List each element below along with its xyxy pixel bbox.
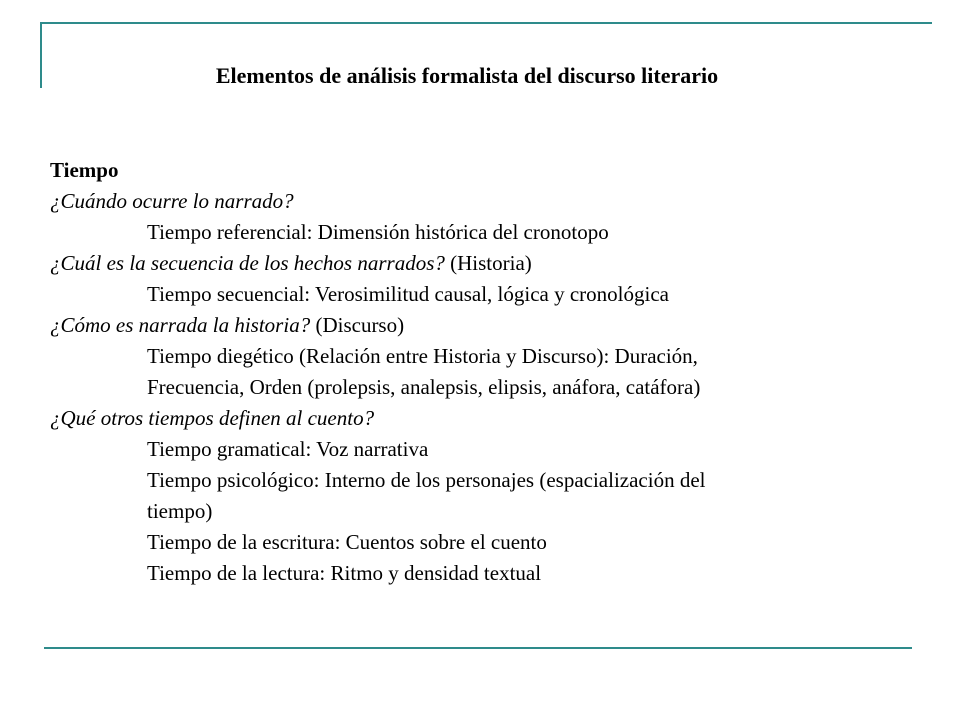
answer-tiempo-referencial: Tiempo referencial: Dimensión histórica del cronotopo <box>147 220 609 244</box>
slide-title: Elementos de análisis formalista del discurso literario <box>215 63 719 88</box>
answer-tiempo-diegetico-line1: Tiempo diegético (Relación entre Historia y Discurso): Duración, <box>147 344 698 368</box>
answer-tiempo-psicologico-line2: tiempo) <box>147 499 213 523</box>
bottom-accent-rule <box>44 647 912 649</box>
question-secuencia-note: (Historia) <box>444 251 532 275</box>
question-secuencia: ¿Cuál es la secuencia de los hechos narrados? <box>50 251 445 275</box>
answer-tiempo-diegetico-line2: Frecuencia, Orden (prolepsis, analepsis, elipsis, anáfora, catáfora) <box>147 375 701 399</box>
answer-tiempo-escritura: Tiempo de la escritura: Cuentos sobre el cuento <box>147 530 547 554</box>
question-narrada-row <box>50 310 930 341</box>
question-secuencia-row <box>50 248 930 279</box>
answer-tiempo-lectura: Tiempo de la lectura: Ritmo y densidad textual <box>147 561 542 585</box>
answer-tiempo-gramatical: Tiempo gramatical: Voz narrativa <box>147 437 429 461</box>
section-heading: Tiempo <box>50 158 119 182</box>
question-otros-tiempos: ¿Qué otros tiempos definen al cuento? <box>50 406 375 430</box>
top-accent-rule <box>40 22 932 24</box>
answer-tiempo-secuencial: Tiempo secuencial: Verosimilitud causal, lógica y cronológica <box>147 282 669 306</box>
slide-body <box>50 155 930 589</box>
question-narrada: ¿Cómo es narrada la historia? <box>50 313 311 337</box>
question-narrada-note: (Discurso) <box>310 313 405 337</box>
answer-tiempo-psicologico-line1: Tiempo psicológico: Interno de los personajes (espacialización del <box>147 468 706 492</box>
question-cuando: ¿Cuándo ocurre lo narrado? <box>50 189 294 213</box>
